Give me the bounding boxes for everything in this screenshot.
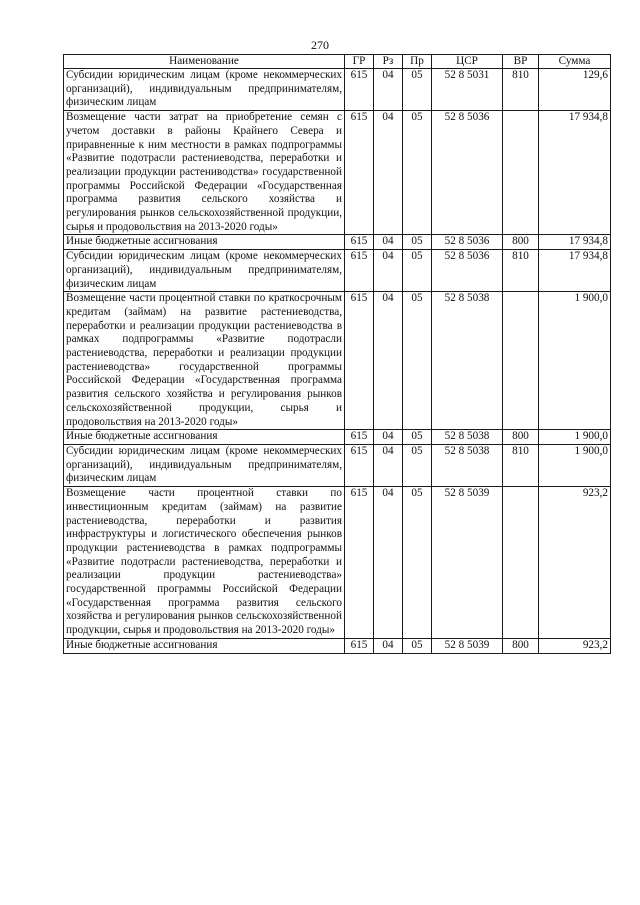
- row-sum: 17 934,8: [539, 235, 611, 250]
- row-gr: 615: [345, 292, 374, 430]
- header-pr: Пр: [403, 55, 432, 69]
- row-rz: 04: [374, 111, 403, 235]
- row-rz: 04: [374, 638, 403, 653]
- row-csr: 52 8 5036: [432, 235, 503, 250]
- row-pr: 05: [403, 444, 432, 486]
- table-row: [64, 235, 611, 250]
- row-rz: 04: [374, 250, 403, 292]
- row-vr: 800: [503, 430, 539, 445]
- row-sum: 17 934,8: [539, 111, 611, 235]
- row-name: Иные бюджетные ассигнования: [64, 638, 345, 653]
- row-pr: 05: [403, 250, 432, 292]
- row-sum: 17 934,8: [539, 250, 611, 292]
- row-name: Субсидии юридическим лицам (кроме некоммерческих организаций), индивидуальным предпринимателям, физическим лицам: [64, 444, 345, 486]
- row-vr: 810: [503, 444, 539, 486]
- table-row: [64, 444, 611, 486]
- row-name: Возмещение части процентной ставки по краткосрочным кредитам (займам) на развитие растениеводства, переработки и реализации продукции растениеводства в рамках подпрограммы «Развитие подотрасли растениеводства, переработки и реализации продукции растениеводства» государственной программы Российской Федерации «Государственная программа развития сельского хозяйства и регулирования рынков сельскохозяйственной продукции, сырья и продовольствия на 2013-2020 годы»: [64, 292, 345, 430]
- header-rz: Рз: [374, 55, 403, 69]
- page-number: 270: [311, 38, 329, 52]
- row-vr: [503, 292, 539, 430]
- row-rz: 04: [374, 487, 403, 639]
- row-csr: 52 8 5038: [432, 292, 503, 430]
- table-row: [64, 250, 611, 292]
- row-rz: 04: [374, 235, 403, 250]
- table-row: [64, 111, 611, 235]
- row-gr: 615: [345, 69, 374, 111]
- header-gr: ГР: [345, 55, 374, 69]
- table-row: [64, 638, 611, 653]
- row-csr: 52 8 5036: [432, 250, 503, 292]
- row-vr: 800: [503, 235, 539, 250]
- row-name: Возмещение части процентной ставки по инвестиционным кредитам (займам) на развитие растениеводства, переработки и развития инфраструктуры и логистического обеспечения рынков продукции растениеводства в рамках подпрограммы «Развитие подотрасли растениеводства, переработки и реализации продукции растениеводства» государственной программы Российской Федерации «Государственная программа развития сельского хозяйства и регулирования рынков сельскохозяйственной продукции, сырья и продовольствия на 2013-2020 годы»: [64, 487, 345, 639]
- row-pr: 05: [403, 69, 432, 111]
- row-pr: 05: [403, 111, 432, 235]
- row-gr: 615: [345, 430, 374, 445]
- table-header-row: [64, 55, 611, 69]
- row-vr: [503, 487, 539, 639]
- row-vr: 810: [503, 250, 539, 292]
- row-gr: 615: [345, 444, 374, 486]
- table-row: [64, 487, 611, 639]
- row-pr: 05: [403, 430, 432, 445]
- table-row: [64, 292, 611, 430]
- row-name: Субсидии юридическим лицам (кроме некоммерческих организаций), индивидуальным предпринимателям, физическим лицам: [64, 69, 345, 111]
- row-rz: 04: [374, 430, 403, 445]
- row-gr: 615: [345, 638, 374, 653]
- row-gr: 615: [345, 111, 374, 235]
- row-rz: 04: [374, 292, 403, 430]
- header-csr: ЦСР: [432, 55, 503, 69]
- row-vr: 810: [503, 69, 539, 111]
- row-csr: 52 8 5039: [432, 487, 503, 639]
- row-name: Возмещение части затрат на приобретение семян с учетом доставки в районы Крайнего Севера и приравненные к ним местности в рамках подпрограммы «Развитие подотрасли растениеводства, переработки и реализации продукции растениводства» государственной программы Российской Федерации «Государственная программа развития сельского хозяйства и регулирования рынков сельскохозяйственной продукции, сырья и продовольствия на 2013-2020 годы»: [64, 111, 345, 235]
- row-sum: 129,6: [539, 69, 611, 111]
- row-gr: 615: [345, 235, 374, 250]
- row-sum: 1 900,0: [539, 430, 611, 445]
- row-vr: [503, 111, 539, 235]
- row-name: Субсидии юридическим лицам (кроме некоммерческих организаций), индивидуальным предпринимателям, физическим лицам: [64, 250, 345, 292]
- row-csr: 52 8 5038: [432, 444, 503, 486]
- row-csr: 52 8 5039: [432, 638, 503, 653]
- row-gr: 615: [345, 250, 374, 292]
- row-name: Иные бюджетные ассигнования: [64, 430, 345, 445]
- row-csr: 52 8 5036: [432, 111, 503, 235]
- row-gr: 615: [345, 487, 374, 639]
- row-pr: 05: [403, 638, 432, 653]
- table-row: [64, 430, 611, 445]
- row-name: Иные бюджетные ассигнования: [64, 235, 345, 250]
- row-csr: 52 8 5031: [432, 69, 503, 111]
- header-vr: ВР: [503, 55, 539, 69]
- budget-table: [63, 54, 611, 654]
- row-sum: 923,2: [539, 638, 611, 653]
- row-csr: 52 8 5038: [432, 430, 503, 445]
- row-pr: 05: [403, 292, 432, 430]
- row-rz: 04: [374, 444, 403, 486]
- row-rz: 04: [374, 69, 403, 111]
- header-sum: Сумма: [539, 55, 611, 69]
- header-name: Наименование: [64, 55, 345, 69]
- row-sum: 1 900,0: [539, 444, 611, 486]
- row-vr: 800: [503, 638, 539, 653]
- row-sum: 1 900,0: [539, 292, 611, 430]
- row-sum: 923,2: [539, 487, 611, 639]
- row-pr: 05: [403, 487, 432, 639]
- row-pr: 05: [403, 235, 432, 250]
- table-row: [64, 69, 611, 111]
